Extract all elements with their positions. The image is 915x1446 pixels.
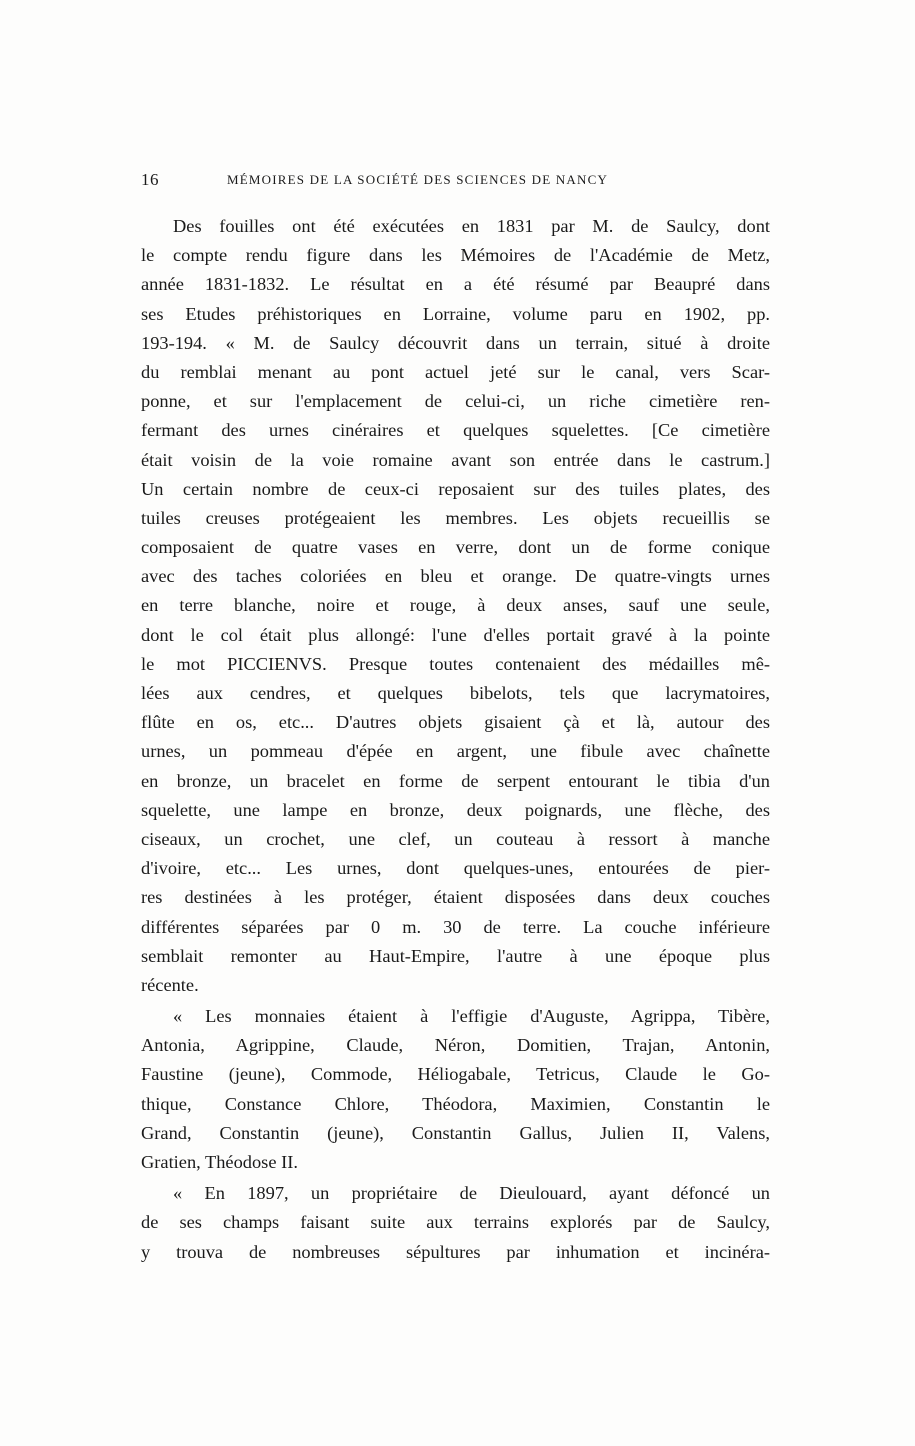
text-line: squelette, une lampe en bronze, deux poignards, une flèche, des: [141, 799, 770, 820]
text-line: Antonia, Agrippine, Claude, Néron, Domitien, Trajan, Antonin,: [141, 1035, 770, 1056]
paragraph: [141, 1002, 770, 1177]
text-line: en terre blanche, noire et rouge, à deux anses, sauf une seule,: [141, 595, 770, 616]
body-text: [141, 212, 770, 1267]
text-line: ses Etudes préhistoriques en Lorraine, volume paru en 1902, pp.: [141, 303, 770, 324]
text-line: différentes séparées par 0 m. 30 de terre. La couche inférieure: [141, 916, 770, 937]
text-line: tuiles creuses protégeaient les membres. Les objets recueillis se: [141, 507, 770, 528]
paragraph: [141, 1179, 770, 1267]
text-line: dont le col était plus allongé: l'une d'elles portait gravé à la pointe: [141, 624, 770, 645]
text-line: en bronze, un bracelet en forme de serpent entourant le tibia d'un: [141, 770, 770, 791]
running-head: [141, 170, 701, 194]
running-title: MÉMOIRES DE LA SOCIÉTÉ DES SCIENCES DE NANCY: [227, 172, 609, 187]
text-line: ciseaux, un crochet, une clef, un couteau à ressort à manche: [141, 828, 770, 849]
text-line: fermant des urnes cinéraires et quelques squelettes. [Ce cimetière: [141, 420, 770, 441]
text-line: ponne, et sur l'emplacement de celui-ci, un riche cimetière ren-: [141, 391, 770, 412]
text-line: res destinées à les protéger, étaient disposées dans deux couches: [141, 887, 770, 908]
text-line: « En 1897, un propriétaire de Dieulouard, ayant défoncé un: [173, 1183, 770, 1204]
text-line: flûte en os, etc... D'autres objets gisaient çà et là, autour des: [141, 712, 770, 733]
text-line: Un certain nombre de ceux-ci reposaient sur des tuiles plates, des: [141, 478, 770, 499]
text-line: Des fouilles ont été exécutées en 1831 par M. de Saulcy, dont: [173, 216, 770, 236]
text-line: Faustine (jeune), Commode, Héliogabale, Tetricus, Claude le Go-: [141, 1064, 770, 1085]
text-line: 193-194. « M. de Saulcy découvrit dans un terrain, situé à droite: [141, 332, 770, 353]
text-line: de ses champs faisant suite aux terrains explorés par de Saulcy,: [141, 1212, 770, 1233]
text-line: d'ivoire, etc... Les urnes, dont quelques-unes, entourées de pier-: [141, 858, 770, 879]
page-number: 16: [141, 170, 159, 189]
text-line: était voisin de la voie romaine avant son entrée dans le castrum.]: [141, 449, 770, 470]
text-line: année 1831-1832. Le résultat en a été résumé par Beaupré dans: [141, 274, 770, 295]
text-line: Grand, Constantin (jeune), Constantin Gallus, Julien II, Valens,: [141, 1122, 770, 1143]
text-line: le mot PICCIENVS. Presque toutes contenaient des médailles mê-: [141, 653, 770, 674]
text-line: y trouva de nombreuses sépultures par inhumation et incinéra-: [141, 1241, 770, 1262]
paragraph: [141, 212, 770, 1000]
text-line: thique, Constance Chlore, Théodora, Maximien, Constantin le: [141, 1093, 770, 1114]
text-line: urnes, un pommeau d'épée en argent, une fibule avec chaînette: [141, 741, 770, 762]
text-line: composaient de quatre vases en verre, dont un de forme conique: [141, 537, 770, 558]
text-line: lées aux cendres, et quelques bibelots, tels que lacrymatoires,: [141, 683, 770, 703]
text-line: avec des taches coloriées en bleu et orange. De quatre-vingts urnes: [141, 566, 770, 587]
text-line: le compte rendu figure dans les Mémoires de l'Académie de Metz,: [141, 245, 770, 266]
text-line: du remblai menant au pont actuel jeté sur le canal, vers Scar-: [141, 361, 770, 382]
text-line: « Les monnaies étaient à l'effigie d'Auguste, Agrippa, Tibère,: [173, 1006, 770, 1027]
text-line: Gratien, Théodose II.: [141, 1152, 298, 1172]
text-line: semblait remonter au Haut-Empire, l'autre à une époque plus: [141, 945, 770, 966]
text-line: récente.: [141, 974, 199, 995]
